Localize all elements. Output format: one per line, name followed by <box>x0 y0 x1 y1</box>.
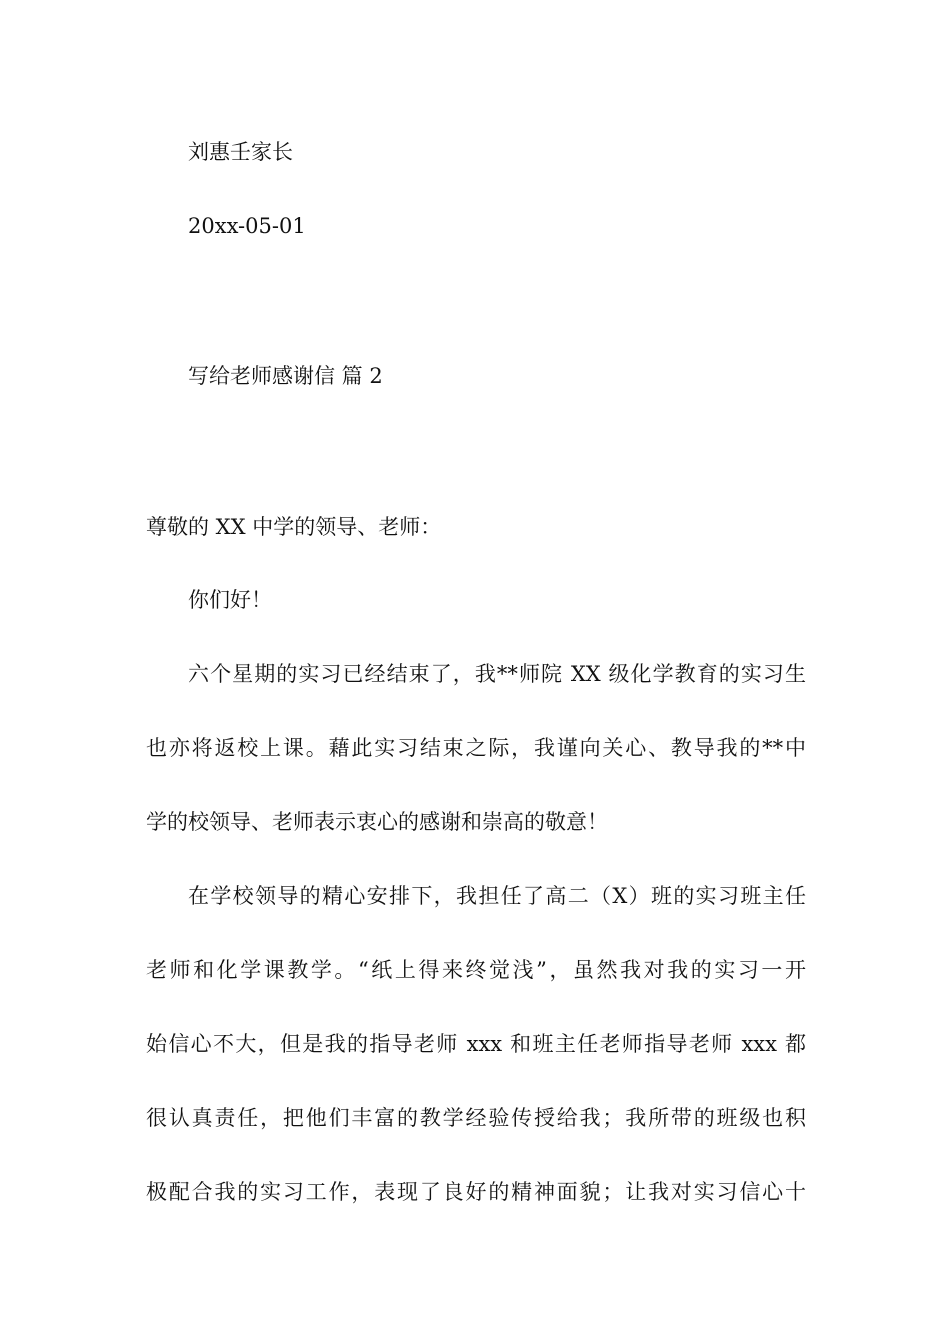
paragraph-line: 学的校领导、老师表示衷心的感谢和崇高的敬意！ <box>146 810 608 834</box>
signature-name: 刘惠壬家长 <box>188 140 293 164</box>
signature-date: 20xx-05-01 <box>188 214 306 238</box>
section-title: 写给老师感谢信 篇 2 <box>188 364 383 388</box>
paragraph-line: 六个星期的实习已经结束了，我**师院 XX 级化学教育的实习生 <box>188 662 806 686</box>
paragraph-line: 始信心不大，但是我的指导老师 xxx 和班主任老师指导老师 xxx 都 <box>146 1032 806 1056</box>
paragraph-line: 极配合我的实习工作，表现了良好的精神面貌；让我对实习信心十 <box>146 1180 806 1204</box>
letter-salutation: 尊敬的 XX 中学的领导、老师： <box>146 515 442 539</box>
letter-greeting: 你们好！ <box>188 588 272 612</box>
paragraph-line: 老师和化学课教学。“纸上得来终觉浅”，虽然我对我的实习一开 <box>146 958 806 982</box>
paragraph-line: 在学校领导的精心安排下，我担任了高二（X）班的实习班主任 <box>188 884 806 908</box>
paragraph-line: 很认真责任，把他们丰富的教学经验传授给我；我所带的班级也积 <box>146 1106 806 1130</box>
paragraph-line: 也亦将返校上课。藉此实习结束之际，我谨向关心、教导我的**中 <box>146 736 806 760</box>
